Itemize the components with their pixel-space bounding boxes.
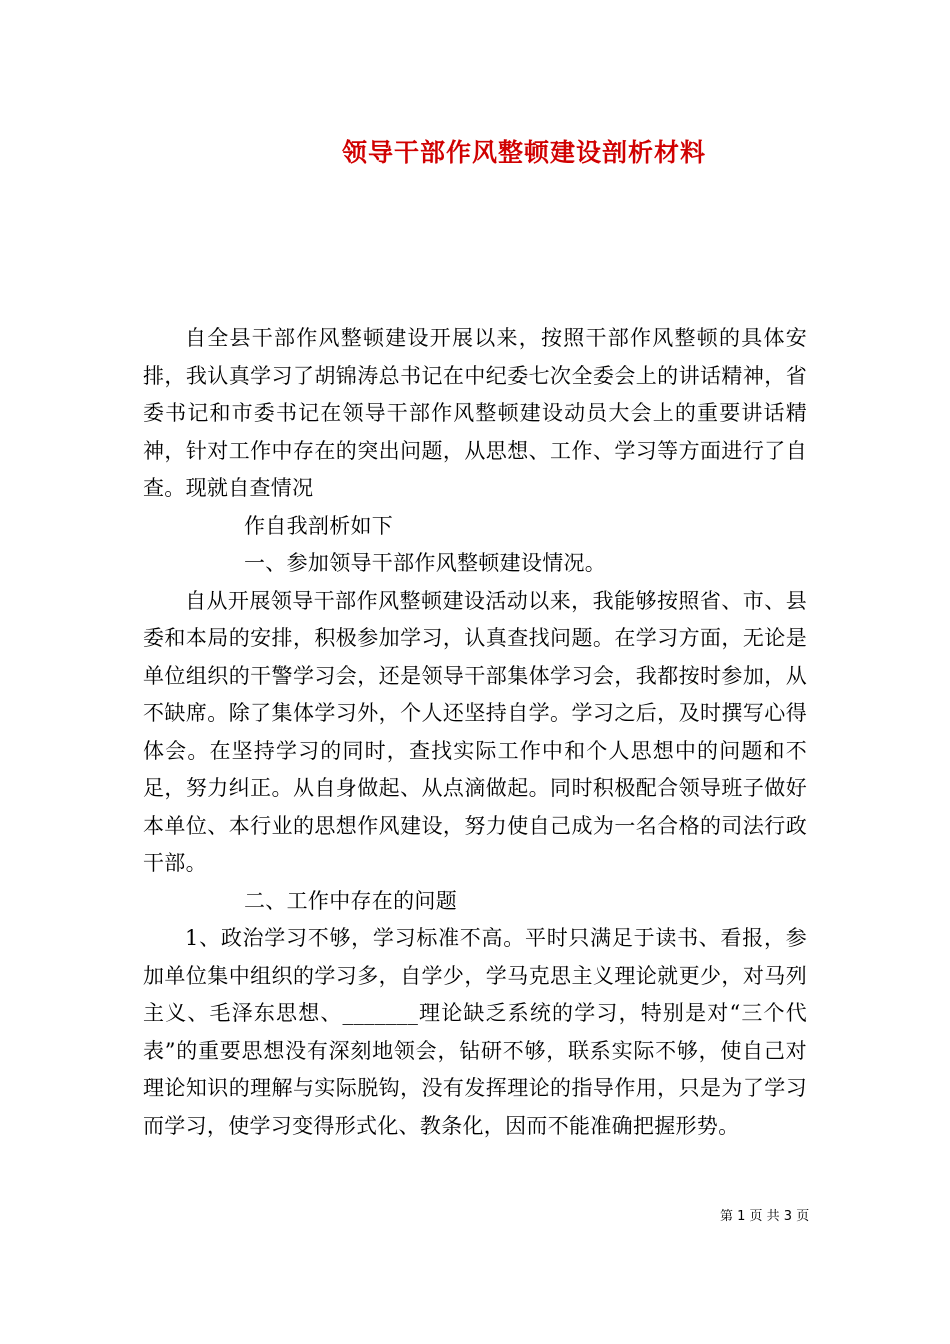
- paragraph-intro-continued: 作自我剖析如下: [244, 513, 394, 538]
- document-body: [143, 320, 807, 1145]
- page-number: 第 1 页 共 3 页: [720, 1209, 810, 1224]
- section-heading-1: 一、参加领导干部作风整顿建设情况。: [244, 551, 607, 575]
- section-heading-2: 二、工作中存在的问题: [244, 888, 457, 913]
- paragraph-section-2-item-1: 1、政治学习不够，学习标准不高。平时只满足于读书、看报，参加单位集中组织的学习多，自学少，学马克思主义理论就更少，对马列主义、毛泽东思想、_______理论缺乏系统的学习，特别是对“三个代表”的重要思想没有深刻地领会，钻研不够，联系实际不够，使自己对理论知识的理解与实际脱钩，没有发挥理论的指导作用，只是为了学习而学习，使学习变得形式化、教条化，因而不能准确把握形势。: [143, 926, 807, 1138]
- document-title: 领导干部作风整顿建设剖析材料: [341, 138, 706, 167]
- paragraph-section-1: 自从开展领导干部作风整顿建设活动以来，我能够按照省、市、县委和本局的安排，积极参加学习，认真查找问题。在学习方面，无论是单位组织的干警学习会，还是领导干部集体学习会，我都按时参加，从不缺席。除了集体学习外，个人还坚持自学。学习之后，及时撰写心得体会。在坚持学习的同时，查找实际工作中和个人思想中的问题和不足，努力纠正。从自身做起、从点滴做起。同时积极配合领导班子做好本单位、本行业的思想作风建设，努力使自己成为一名合格的司法行政干部。: [143, 588, 807, 875]
- paragraph-intro: 自全县干部作风整顿建设开展以来，按照干部作风整顿的具体安排，我认真学习了胡锦涛总书记在中纪委七次全委会上的讲话精神，省委书记和市委书记在领导干部作风整顿建设动员大会上的重要讲话精神，针对工作中存在的突出问题，从思想、工作、学习等方面进行了自查。现就自查情况: [143, 326, 807, 500]
